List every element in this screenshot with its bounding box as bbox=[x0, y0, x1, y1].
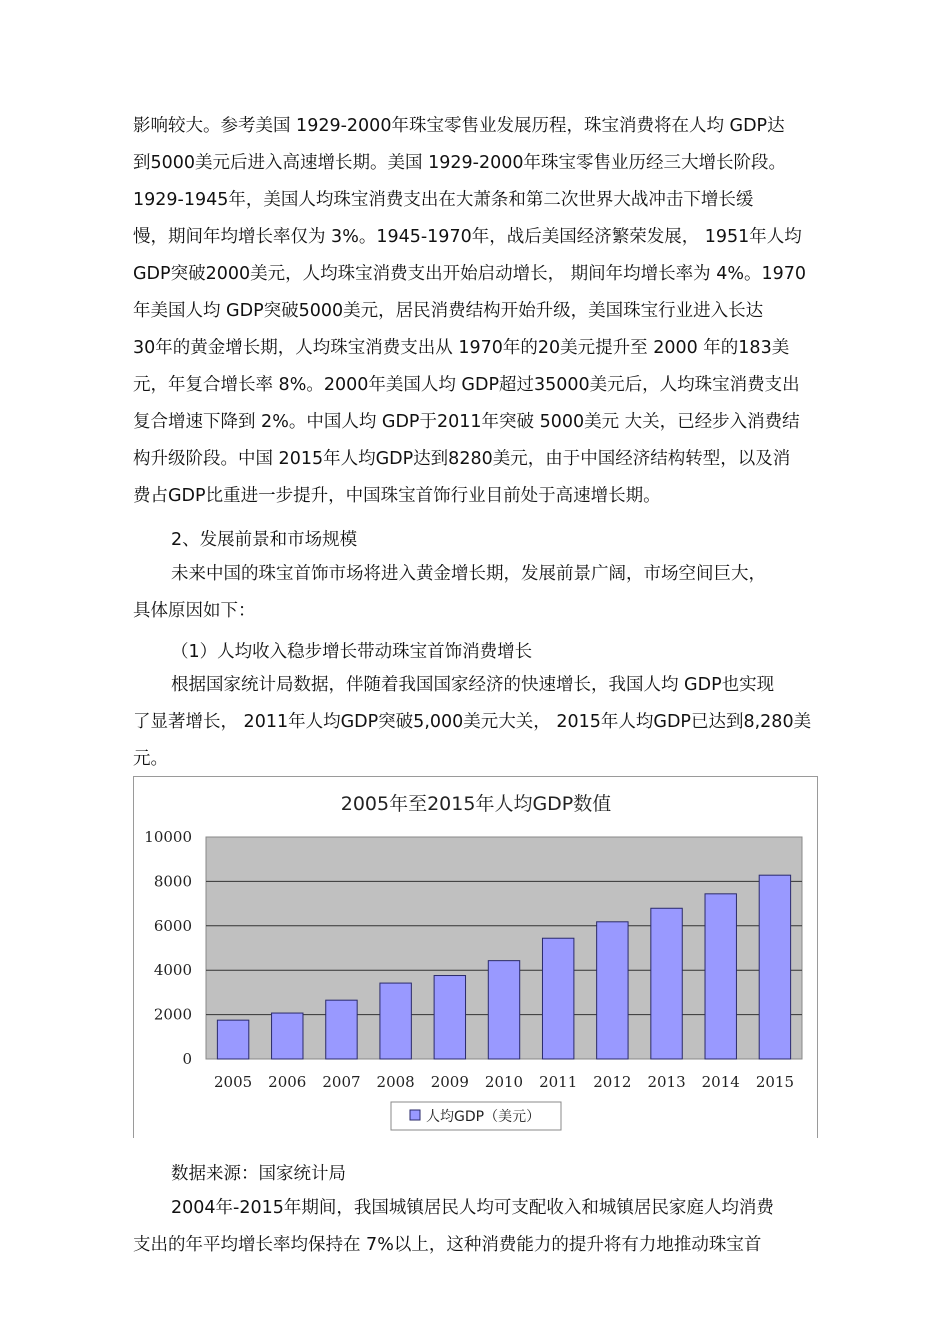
bar-2012 bbox=[597, 922, 628, 1059]
bar-2009 bbox=[434, 976, 465, 1059]
x-axis-ticks bbox=[214, 1073, 794, 1091]
bar-2014 bbox=[705, 894, 736, 1059]
x-tick-label: 2013 bbox=[647, 1073, 686, 1091]
chart-svg bbox=[134, 777, 819, 1139]
gdp-chart bbox=[133, 776, 818, 1138]
paragraph-line: 构升级阶段。中国 2015年人均GDP达到8280美元，由于中国经济结构转型，以及消 bbox=[133, 449, 791, 469]
paragraph-line: GDP突破2000美元，人均珠宝消费支出开始启动增长， 期间年均增长率为 4%。1970 bbox=[133, 264, 807, 284]
paragraph-line: 费占GDP比重进一步提升，中国珠宝首饰行业目前处于高速增长期。 bbox=[133, 486, 661, 506]
bar-2007 bbox=[326, 1000, 357, 1059]
y-tick-label: 4000 bbox=[153, 961, 192, 980]
x-tick-label: 2015 bbox=[755, 1073, 795, 1091]
bar-2013 bbox=[651, 908, 682, 1059]
paragraph-line: 未来中国的珠宝首饰市场将进入黄金增长期，发展前景广阔，市场空间巨大， bbox=[171, 564, 766, 584]
y-tick-label: 8000 bbox=[153, 872, 192, 891]
y-axis-ticks bbox=[144, 828, 192, 1068]
paragraph-line: 1929-1945年，美国人均珠宝消费支出在大萧条和第二次世界大战冲击下增长缓 bbox=[133, 190, 754, 210]
x-tick-label: 2012 bbox=[593, 1073, 632, 1091]
subheading: （1）人均收入稳步增长带动珠宝首饰消费增长 bbox=[171, 642, 533, 662]
paragraph-line: 慢，期间年均增长率仅为 3%。1945-1970年，战后美国经济繁荣发展， 1951年人均 bbox=[133, 227, 802, 247]
paragraph-line: 2004年-2015年期间，我国城镇居民人均可支配收入和城镇居民家庭人均消费 bbox=[171, 1198, 774, 1218]
legend-label: 人均GDP（美元） bbox=[426, 1109, 541, 1125]
bar-2015 bbox=[759, 875, 790, 1059]
y-tick-label: 10000 bbox=[144, 828, 192, 846]
x-tick-label: 2014 bbox=[701, 1073, 740, 1091]
paragraph-line: 元。 bbox=[133, 749, 168, 769]
paragraph-outlook bbox=[133, 556, 823, 630]
paragraph-income bbox=[133, 1190, 823, 1264]
paragraph-intro bbox=[133, 108, 823, 515]
x-tick-label: 2007 bbox=[322, 1073, 361, 1091]
bar-2011 bbox=[542, 938, 573, 1059]
paragraph-line: 根据国家统计局数据，伴随着我国国家经济的快速增长，我国人均 GDP也实现 bbox=[171, 675, 775, 695]
y-tick-label: 2000 bbox=[153, 1005, 192, 1024]
paragraph-line: 具体原因如下： bbox=[133, 601, 256, 621]
x-tick-label: 2009 bbox=[430, 1073, 469, 1091]
bar-2010 bbox=[488, 961, 519, 1059]
y-tick-label: 6000 bbox=[153, 916, 192, 935]
paragraph-line: 到5000美元后进入高速增长期。美国 1929-2000年珠宝零售业历经三大增长阶段。 bbox=[133, 153, 786, 173]
section-heading: 2、发展前景和市场规模 bbox=[171, 530, 358, 550]
legend-swatch bbox=[410, 1110, 420, 1120]
paragraph-line: 支出的年平均增长率均保持在 7%以上，这种消费能力的提升将有力地推动珠宝首 bbox=[133, 1235, 762, 1255]
paragraph-line: 了显著增长， 2011年人均GDP突破5,000美元大关， 2015年人均GDP已达到8,280美 bbox=[133, 712, 812, 732]
x-tick-label: 2008 bbox=[376, 1073, 415, 1091]
legend bbox=[391, 1102, 561, 1130]
bar-2008 bbox=[380, 983, 411, 1059]
chart-title: 2005年至2015年人均GDP数值 bbox=[340, 793, 612, 815]
paragraph-line: 复合增速下降到 2%。中国人均 GDP于2011年突破 5000美元 大关，已经步入消费结 bbox=[133, 412, 800, 432]
bar-2005 bbox=[217, 1020, 248, 1059]
x-tick-label: 2011 bbox=[539, 1073, 578, 1091]
paragraph-line: 30年的黄金增长期，人均珠宝消费支出从 1970年的20美元提升至 2000 年的183美 bbox=[133, 338, 790, 358]
x-tick-label: 2010 bbox=[484, 1073, 524, 1091]
bar-2006 bbox=[272, 1013, 303, 1059]
y-tick-label: 0 bbox=[182, 1050, 192, 1068]
x-tick-label: 2005 bbox=[213, 1073, 253, 1091]
paragraph-line: 年美国人均 GDP突破5000美元，居民消费结构开始升级，美国珠宝行业进入长达 bbox=[133, 301, 764, 321]
paragraph-line: 影响较大。参考美国 1929-2000年珠宝零售业发展历程，珠宝消费将在人均 GDP达 bbox=[133, 116, 785, 136]
source-note: 数据来源：国家统计局 bbox=[171, 1164, 346, 1184]
x-tick-label: 2006 bbox=[268, 1073, 307, 1091]
paragraph-line: 元，年复合增长率 8%。2000年美国人均 GDP超过35000美元后，人均珠宝消费支出 bbox=[133, 375, 800, 395]
paragraph-gdp bbox=[133, 667, 823, 778]
